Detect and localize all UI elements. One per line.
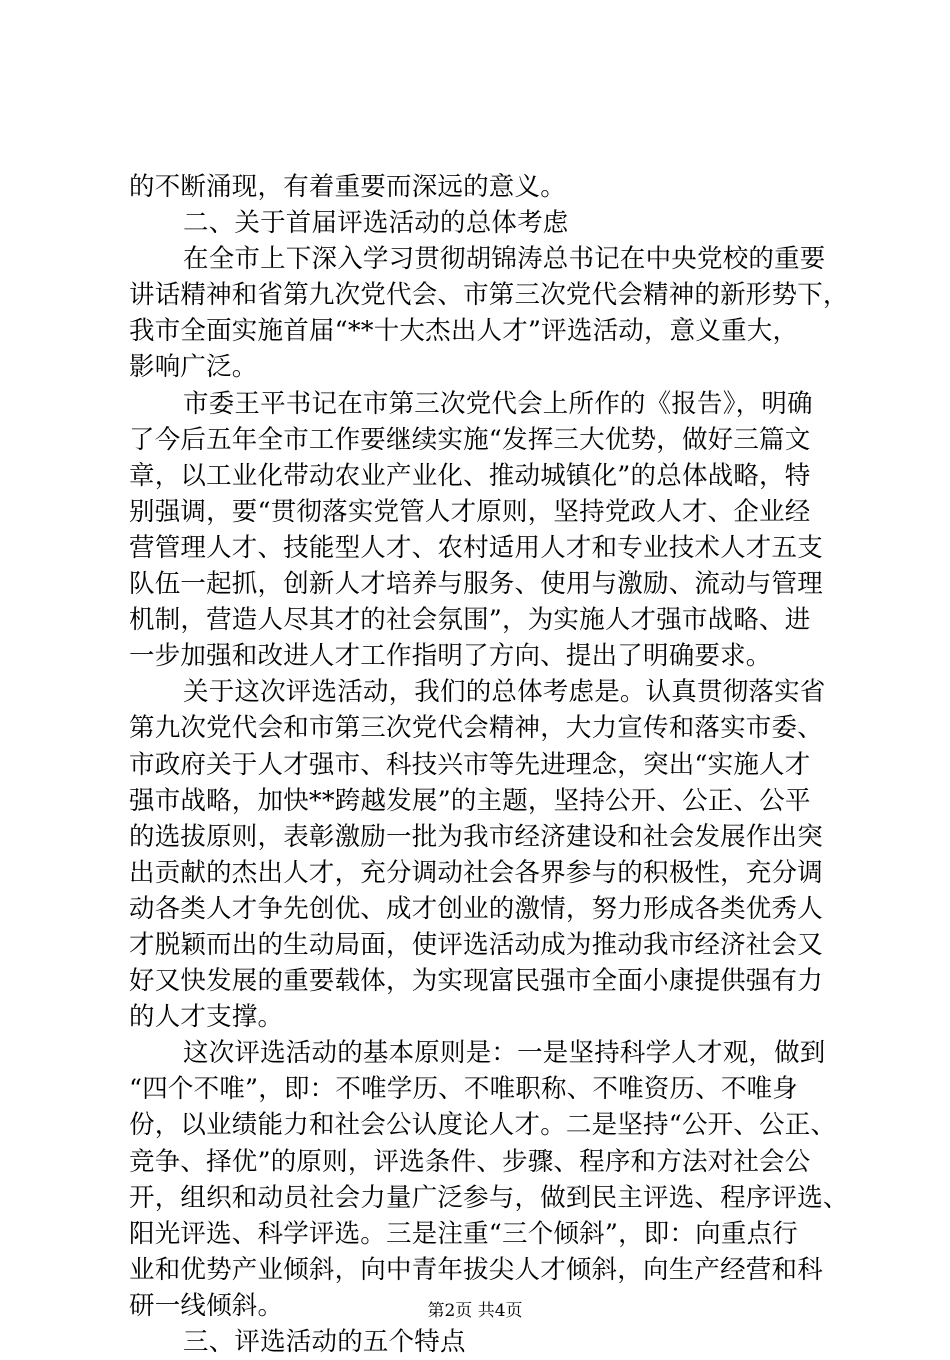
document-body xyxy=(129,169,849,1360)
text-line: 营管理人才、技能型人才、农村适用人才和专业技术人才五支 xyxy=(129,532,823,563)
text-line: 业和优势产业倾斜，向中青年拔尖人才倾斜，向生产经营和科 xyxy=(129,1254,823,1285)
text-line: 开，组织和动员社会力量广泛参与，做到民主评选、程序评选、 xyxy=(129,1182,849,1213)
text-line: 市政府关于人才强市、科技兴市等先进理念，突出“实施人才 xyxy=(129,749,811,780)
text-line: “四个不唯”，即：不唯学历、不唯职称、不唯资历、不唯身 xyxy=(129,1074,798,1105)
text-line: 的选拔原则，表彰激励一批为我市经济建设和社会发展作出突 xyxy=(129,821,823,852)
text-line: 的不断涌现，有着重要而深远的意义。 xyxy=(129,172,566,202)
text-line: 影响广泛。 xyxy=(129,352,258,383)
text-line: 关于这次评选活动，我们的总体考虑是。认真贯彻落实省 xyxy=(183,677,826,708)
text-line: 的人才支撑。 xyxy=(129,1002,284,1033)
text-line: 讲话精神和省第九次党代会、市第三次党代会精神的新形势下， xyxy=(129,280,849,311)
text-line: 才脱颖而出的生动局面，使评选活动成为推动我市经济社会又 xyxy=(129,929,823,960)
text-line: 份，以业绩能力和社会公认度论人才。二是坚持“公开、公正、 xyxy=(129,1110,837,1141)
text-line: 竞争、择优”的原则，评选条件、步骤、程序和方法对社会公 xyxy=(129,1146,811,1177)
text-line: 别强调，要“贯彻落实党管人才原则，坚持党政人才、企业经 xyxy=(129,496,811,527)
text-line: 了今后五年全市工作要继续实施“发挥三大优势，做好三篇文 xyxy=(129,424,811,455)
text-line: 研一线倾斜。 xyxy=(129,1290,284,1321)
text-line: 二、关于首届评选活动的总体考虑 xyxy=(183,208,569,239)
text-line: 队伍一起抓，创新人才培养与服务、使用与激励、流动与管理 xyxy=(129,569,823,600)
text-line: 三、评选活动的五个特点 xyxy=(183,1327,466,1357)
text-line: 市委王平书记在市第三次党代会上所作的《报告》，明确 xyxy=(183,388,813,419)
text-line: 机制，营造人尽其才的社会氛围”，为实施人才强市战略、进 xyxy=(129,605,811,636)
text-line: 第九次党代会和市第三次党代会精神，大力宣传和落实市委、 xyxy=(129,713,823,744)
text-line: 这次评选活动的基本原则是：一是坚持科学人才观，做到 xyxy=(183,1038,826,1069)
text-line: 章，以工业化带动农业产业化、推动城镇化”的总体战略，特 xyxy=(129,460,811,491)
page-footer: 第2页 共4页 xyxy=(427,1301,523,1321)
text-line: 我市全面实施首届“**十大杰出人才”评选活动，意义重大， xyxy=(129,316,799,347)
text-line: 一步加强和改进人才工作指明了方向、提出了明确要求。 xyxy=(129,641,772,672)
text-line: 动各类人才争先创优、成才创业的激情，努力形成各类优秀人 xyxy=(129,893,823,924)
text-line: 好又快发展的重要载体，为实现富民强市全面小康提供强有力 xyxy=(129,966,823,997)
text-line: 在全市上下深入学习贯彻胡锦涛总书记在中央党校的重要 xyxy=(183,244,826,275)
text-line: 强市战略，加快**跨越发展”的主题，坚持公开、公正、公平 xyxy=(129,785,811,816)
text-line: 阳光评选、科学评选。三是注重“三个倾斜”，即：向重点行 xyxy=(129,1218,798,1249)
text-line: 出贡献的杰出人才，充分调动社会各界参与的积极性，充分调 xyxy=(129,857,823,888)
